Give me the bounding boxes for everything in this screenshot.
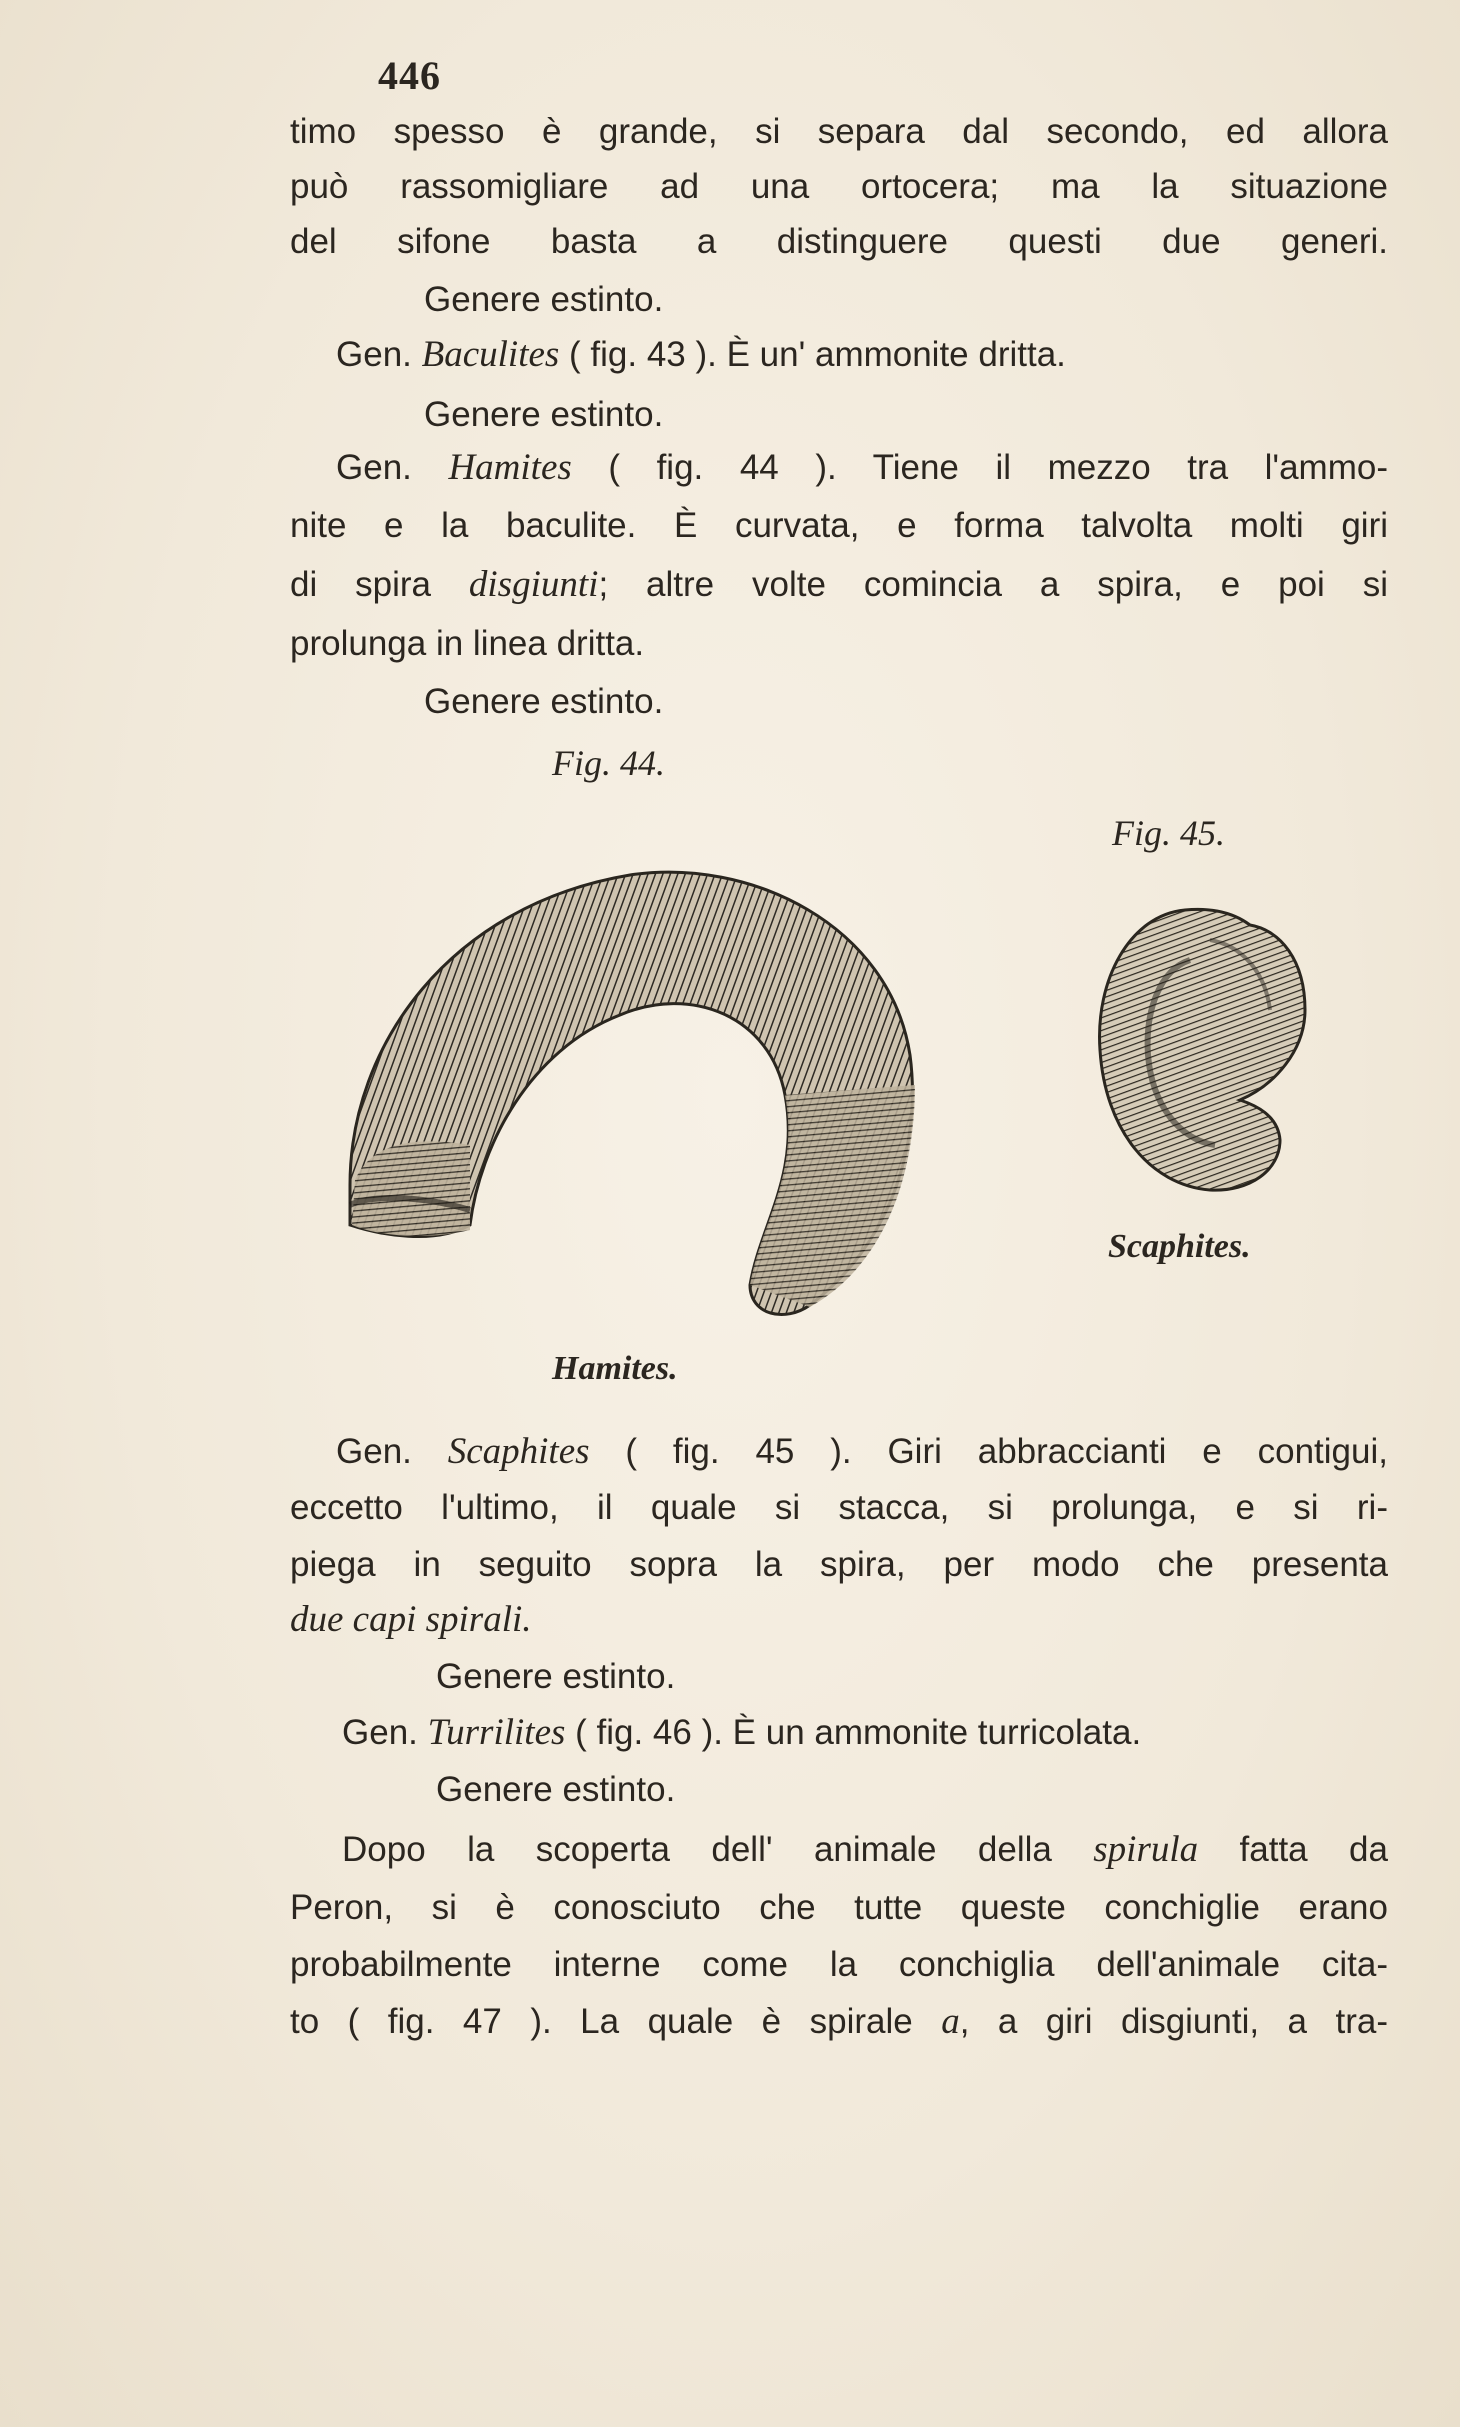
italic-term: due capi spirali. bbox=[290, 1599, 532, 1640]
text-segment: Dopo la scoperta dell' animale della bbox=[342, 1830, 1094, 1869]
text-segment: to ( fig. 47 ). La quale è spirale bbox=[290, 2002, 942, 2041]
text-line bbox=[290, 624, 644, 664]
text-line bbox=[290, 2002, 1388, 2042]
text-line bbox=[342, 1713, 1141, 1753]
text-line bbox=[290, 1600, 532, 1640]
text-line bbox=[290, 565, 1388, 605]
italic-term: disgiunti bbox=[468, 564, 599, 605]
text-segment: fatta da bbox=[1198, 1830, 1388, 1869]
text-line bbox=[424, 395, 663, 435]
figure-caption-45: Scaphites. bbox=[1108, 1228, 1251, 1265]
text-segment: prolunga in linea dritta. bbox=[290, 624, 645, 663]
text-segment: timo spesso è grande, si separa dal secondo, ed allora bbox=[290, 112, 1388, 151]
figure-label-44: Fig. 44. bbox=[552, 743, 665, 783]
text-line bbox=[290, 1888, 1388, 1928]
text-segment: Peron, si è conosciuto che tutte queste conchiglie erano bbox=[290, 1888, 1388, 1927]
text-segment: nite e la baculite. È curvata, e forma talvolta molti giri bbox=[290, 506, 1388, 545]
text-segment: Gen. bbox=[336, 1432, 448, 1471]
text-segment: , a giri disgiunti, a tra- bbox=[959, 2002, 1388, 2041]
text-segment: Gen. bbox=[336, 448, 449, 487]
text-line bbox=[290, 112, 1388, 152]
text-segment: Gen. bbox=[342, 1713, 428, 1752]
text-segment: Gen. bbox=[336, 335, 422, 374]
figure-caption-44: Hamites. bbox=[552, 1350, 678, 1387]
italic-term: a bbox=[941, 2001, 960, 2042]
text-segment: Genere estinto. bbox=[424, 682, 664, 721]
text-line bbox=[342, 1830, 1388, 1870]
italic-term: spirula bbox=[1093, 1829, 1199, 1870]
text-line bbox=[436, 1770, 675, 1810]
text-segment: Genere estinto. bbox=[436, 1770, 676, 1809]
text-line bbox=[290, 222, 1388, 262]
text-segment: ( fig. 43 ). È un' ammonite dritta. bbox=[559, 335, 1066, 374]
italic-term: Baculites bbox=[421, 334, 560, 375]
text-line bbox=[336, 448, 1388, 488]
text-segment: piega in seguito sopra la spira, per modo che presenta bbox=[290, 1545, 1388, 1584]
text-line bbox=[436, 1657, 675, 1697]
text-segment: ( fig. 46 ). È un ammonite turricolata. bbox=[565, 1713, 1142, 1752]
text-line bbox=[424, 280, 663, 320]
text-line bbox=[336, 1432, 1388, 1472]
text-segment: ( fig. 44 ). Tiene il mezzo tra l'ammo- bbox=[571, 448, 1388, 487]
italic-term: Turrilites bbox=[427, 1712, 566, 1753]
page-number: 446 bbox=[378, 53, 441, 98]
text-line bbox=[290, 1945, 1388, 1985]
text-segment: può rassomigliare ad una ortocera; ma la situazione bbox=[290, 167, 1388, 206]
figure-label-45: Fig. 45. bbox=[1112, 813, 1225, 853]
text-line bbox=[336, 335, 1066, 375]
italic-term: Hamites bbox=[448, 447, 572, 488]
text-segment: Genere estinto. bbox=[436, 1657, 676, 1696]
text-line bbox=[290, 506, 1388, 546]
text-segment: di spira bbox=[290, 565, 469, 604]
text-line bbox=[290, 1545, 1388, 1585]
text-segment: probabilmente interne come la conchiglia dell'animale cita- bbox=[290, 1945, 1388, 1984]
scaphites-illustration bbox=[1090, 900, 1320, 1200]
text-line bbox=[290, 1488, 1388, 1528]
text-segment: ; altre volte comincia a spira, e poi si bbox=[598, 565, 1388, 604]
italic-term: Scaphites bbox=[447, 1431, 590, 1472]
text-segment: Genere estinto. bbox=[424, 280, 664, 319]
hamites-illustration bbox=[330, 845, 940, 1325]
text-segment: eccetto l'ultimo, il quale si stacca, si prolunga, e si ri- bbox=[290, 1488, 1388, 1527]
text-segment: del sifone basta a distinguere questi due generi. bbox=[290, 222, 1388, 261]
text-line bbox=[424, 682, 663, 722]
text-segment: Genere estinto. bbox=[424, 395, 664, 434]
text-segment: ( fig. 45 ). Giri abbraccianti e contigui, bbox=[589, 1432, 1388, 1471]
text-line bbox=[290, 167, 1388, 207]
